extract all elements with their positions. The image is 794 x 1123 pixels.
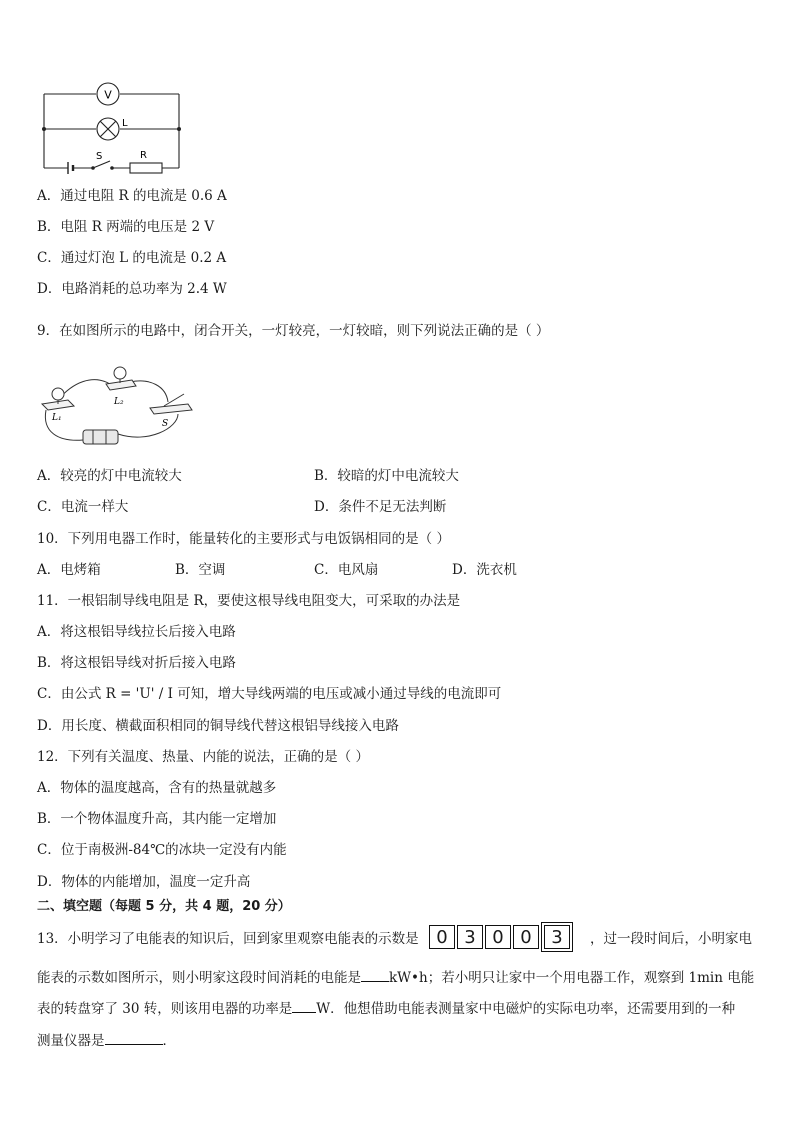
q13-line3-unit: W．他想借助电能表测量家中电磁炉的实际电功率，还需要用到的一种 bbox=[316, 1001, 736, 1017]
q9-option-a: A．较亮的灯中电流较大 bbox=[37, 468, 182, 484]
q10-stem: 10．下列用电器工作时，能量转化的主要形式与电饭锅相同的是（ ） bbox=[37, 531, 450, 547]
q13-line4-end: ． bbox=[162, 1033, 176, 1049]
q10-option-b: B．空调 bbox=[175, 562, 226, 578]
q13-line2-unit: kW•h；若小明只让家中一个用电器工作，观察到 1min 电能 bbox=[389, 970, 755, 986]
answer-blank-power[interactable] bbox=[292, 998, 316, 1013]
q11-option-d: D．用长度、横截面积相同的铜导线代替这根铝导线接入电路 bbox=[37, 718, 399, 734]
q8-option-d: D．电路消耗的总功率为 2.4 W bbox=[37, 281, 227, 297]
q12-option-d: D．物体的内能增加，温度一定升高 bbox=[37, 874, 251, 890]
q11-option-a: A．将这根铝导线拉长后接入电路 bbox=[37, 624, 236, 640]
q12-option-a: A．物体的温度越高，含有的热量就越多 bbox=[37, 780, 277, 796]
q13-line3-text: 表的转盘穿了 30 转，则该用电器的功率是 bbox=[37, 1001, 293, 1017]
meter-digit: 0 bbox=[485, 925, 511, 949]
q9-option-d: D．条件不足无法判断 bbox=[314, 499, 447, 515]
switch-label: S bbox=[96, 151, 103, 162]
q10-option-d: D．洗衣机 bbox=[452, 562, 517, 578]
section-heading: 二、填空题（每题 5 分，共 4 题，20 分） bbox=[37, 899, 291, 914]
q12-option-c: C．位于南极洲-84℃的冰块一定没有内能 bbox=[37, 842, 287, 858]
q8-option-b: B．电阻 R 两端的电压是 2 V bbox=[37, 219, 215, 235]
meter-digit: 0 bbox=[513, 925, 539, 949]
lamp-l2-label: L₂ bbox=[114, 397, 124, 407]
q13-line3 bbox=[37, 998, 735, 1018]
q9-option-c: C．电流一样大 bbox=[37, 499, 129, 515]
lamp-l1-label: L₁ bbox=[52, 413, 62, 423]
voltmeter-label: V bbox=[104, 88, 112, 102]
q13-line4 bbox=[37, 1030, 176, 1050]
q12-stem: 12．下列有关温度、热量、内能的说法，正确的是（ ） bbox=[37, 749, 369, 765]
q11-stem: 11．一根铝制导线电阻是 R，要使这根导线电阻变大，可采取的办法是 bbox=[37, 593, 461, 609]
resistor-label: R bbox=[140, 150, 147, 161]
q10-option-c: C．电风扇 bbox=[314, 562, 379, 578]
switch-s-label: S bbox=[162, 419, 169, 429]
meter-digit: 3 bbox=[457, 925, 483, 949]
circuit-diagram-q8 bbox=[38, 82, 188, 174]
q11-option-b: B．将这根铝导线对折后接入电路 bbox=[37, 655, 236, 671]
circuit-photo-q9 bbox=[38, 362, 198, 454]
q13-text-part2: ，过一段时间后，小明家电 bbox=[590, 931, 752, 947]
q13-line2 bbox=[37, 967, 754, 987]
answer-blank-energy[interactable] bbox=[361, 967, 389, 982]
electricity-meter-reading bbox=[429, 925, 572, 949]
q9-option-b: B．较暗的灯中电流较大 bbox=[314, 468, 459, 484]
answer-blank-instrument[interactable] bbox=[105, 1030, 163, 1045]
q8-option-c: C．通过灯泡 L 的电流是 0.2 A bbox=[37, 250, 227, 266]
q11-option-c: C．由公式 R = 'U' / I 可知，增大导线两端的电压或减小通过导线的电流即可 bbox=[37, 686, 502, 702]
q13-text-part1: 13．小明学习了电能表的知识后，回到家里观察电能表的示数是 bbox=[37, 931, 419, 947]
q10-option-a: A．电烤箱 bbox=[37, 562, 101, 578]
q9-stem: 9．在如图所示的电路中，闭合开关，一灯较亮，一灯较暗，则下列说法正确的是（ ） bbox=[37, 323, 550, 339]
q12-option-b: B．一个物体温度升高，其内能一定增加 bbox=[37, 811, 277, 827]
meter-decimal-digit: 3 bbox=[544, 925, 570, 949]
meter-digit: 0 bbox=[429, 925, 455, 949]
lamp-label: L bbox=[122, 118, 128, 129]
q13-line2-text: 能表的示数如图所示，则小明家这段时间消耗的电能是 bbox=[37, 970, 361, 986]
q8-option-a: A．通过电阻 R 的电流是 0.6 A bbox=[37, 188, 227, 204]
q13-line4-text: 测量仪器是 bbox=[37, 1033, 105, 1049]
